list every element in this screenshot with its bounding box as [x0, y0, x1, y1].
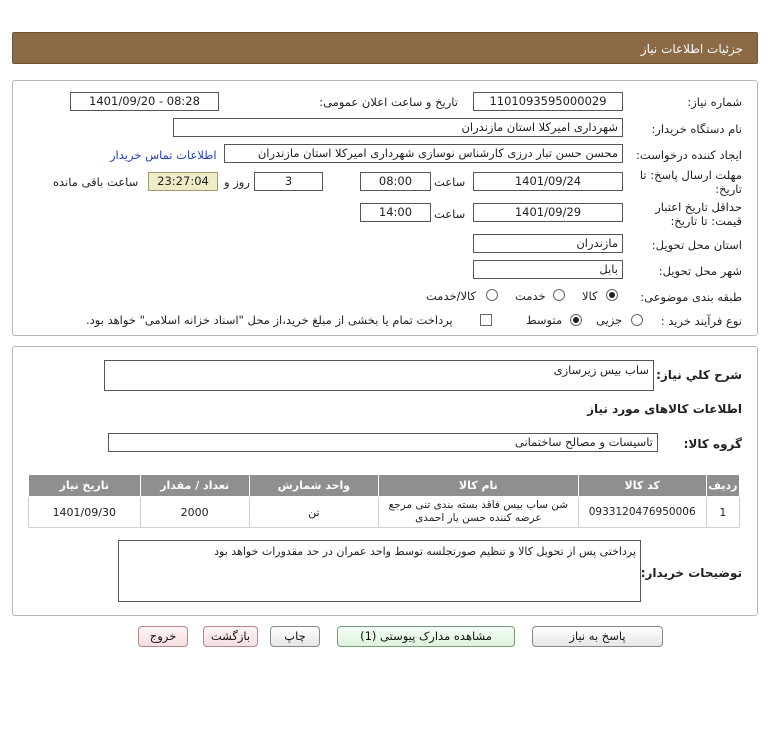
page-header — [12, 32, 758, 64]
remaining-time-field: 23:27:04 — [148, 172, 218, 191]
process-minor-radio[interactable] — [631, 314, 643, 326]
buyer-org-label: نام دستگاه خریدار: — [651, 122, 742, 136]
table-row — [29, 497, 740, 528]
row-code: 0933120476950006 — [578, 497, 706, 528]
table-header-row — [29, 475, 740, 497]
process-minor-label: جزیی — [596, 313, 623, 327]
validity-label: حداقل تاریخ اعتبار — [655, 200, 742, 214]
col-qty-header: تعداد / مقدار — [140, 475, 249, 497]
attachments-button[interactable]: مشاهده مدارک پیوستی (1) — [337, 626, 515, 647]
buyer-notes-text: پرداختی پس از تحویل کالا و تنظیم صورتجلسه توسط واحد عمران در حد مقدورات خواهد بود — [214, 545, 636, 558]
send-deadline-label-2: تاریخ: — [715, 182, 742, 196]
validity-time-label: ساعت — [434, 207, 466, 221]
send-time-field: 08:00 — [360, 172, 431, 191]
row-name: شن ساب بیس فاقد بسته بندی تنی مرجع عرضه کننده حسن یار احمدی — [378, 497, 578, 528]
category-goods-radio[interactable] — [606, 289, 618, 301]
validity-label-2: قیمت: تا تاریخ: — [670, 214, 742, 228]
row-qty: 2000 — [140, 497, 249, 528]
send-deadline-label: مهلت ارسال پاسخ: تا — [639, 168, 742, 182]
goods-group-label: گروه کالا: — [683, 437, 742, 451]
city-label: شهر محل تحویل: — [658, 264, 742, 278]
back-button[interactable]: بازگشت — [203, 626, 258, 647]
province-field: مازندران — [473, 234, 623, 253]
buyer-contact-link[interactable]: اطلاعات تماس خریدار — [110, 148, 217, 162]
need-number-label: شماره نیاز: — [687, 95, 742, 109]
col-unit-header: واحد شمارش — [249, 475, 378, 497]
category-service-radio[interactable] — [553, 289, 565, 301]
need-summary-field — [104, 360, 654, 391]
send-time-label: ساعت — [434, 175, 466, 189]
need-number-field: 1101093595000029 — [473, 92, 623, 111]
category-label: طبقه بندی موضوعی: — [640, 290, 742, 304]
city-field: بابل — [473, 260, 623, 279]
row-index: 1 — [706, 497, 739, 528]
validity-time-field: 14:00 — [360, 203, 431, 222]
page-title: جزئیات اطلاعات نیاز — [640, 42, 743, 56]
remaining-label: ساعت باقی مانده — [53, 175, 139, 189]
col-name-header: نام کالا — [378, 475, 578, 497]
row-date: 1401/09/30 — [29, 497, 141, 528]
exit-button[interactable]: خروج — [138, 626, 188, 647]
days-label: روز و — [224, 175, 250, 189]
need-summary-text: ساب بیس زیرسازی — [553, 363, 649, 377]
requester-field: محسن حسن تبار درزی کارشناس نوسازی شهرداری امیرکلا استان مازندران — [224, 144, 623, 163]
goods-group-field: تاسیسات و مصالح ساختمانی — [108, 433, 658, 452]
process-medium-radio[interactable] — [570, 314, 582, 326]
category-goods-service-radio[interactable] — [486, 289, 498, 301]
col-index-header: ردیف — [706, 475, 739, 497]
row-unit: تن — [249, 497, 378, 528]
need-summary-label: شرح كلي نياز: — [656, 368, 742, 382]
announce-datetime-field: 1401/09/20 - 08:28 — [70, 92, 219, 111]
days-field: 3 — [254, 172, 323, 191]
goods-table — [28, 474, 740, 528]
goods-info-heading: اطلاعات کالاهای مورد نیاز — [587, 402, 742, 416]
province-label: استان محل تحویل: — [651, 238, 742, 252]
print-button[interactable]: چاپ — [270, 626, 320, 647]
category-goods-label: کالا — [582, 289, 598, 303]
buyer-notes-label: توضیحات خریدار: — [640, 566, 742, 580]
announce-label: تاریخ و ساعت اعلان عمومی: — [319, 95, 458, 109]
category-service-label: خدمت — [515, 289, 546, 303]
process-medium-label: متوسط — [526, 313, 563, 327]
buyer-notes-field — [118, 540, 641, 602]
validity-date-field: 1401/09/29 — [473, 203, 623, 222]
treasury-payment-checkbox[interactable] — [480, 314, 492, 326]
process-label: نوع فرآیند خرید : — [660, 314, 742, 328]
reply-button[interactable]: پاسخ به نیاز — [532, 626, 663, 647]
category-goods-service-label: کالا/خدمت — [426, 289, 477, 303]
treasury-payment-note: پرداخت تمام یا بخشی از مبلغ خرید،از محل "اسناد خزانه اسلامی" خواهد بود. — [86, 313, 453, 327]
col-date-header: تاریخ نیاز — [29, 475, 141, 497]
send-date-field: 1401/09/24 — [473, 172, 623, 191]
buyer-org-field: شهرداری امیرکلا استان مازندران — [173, 118, 623, 137]
col-code-header: کد کالا — [578, 475, 706, 497]
requester-label: ایجاد کننده درخواست: — [636, 148, 742, 162]
